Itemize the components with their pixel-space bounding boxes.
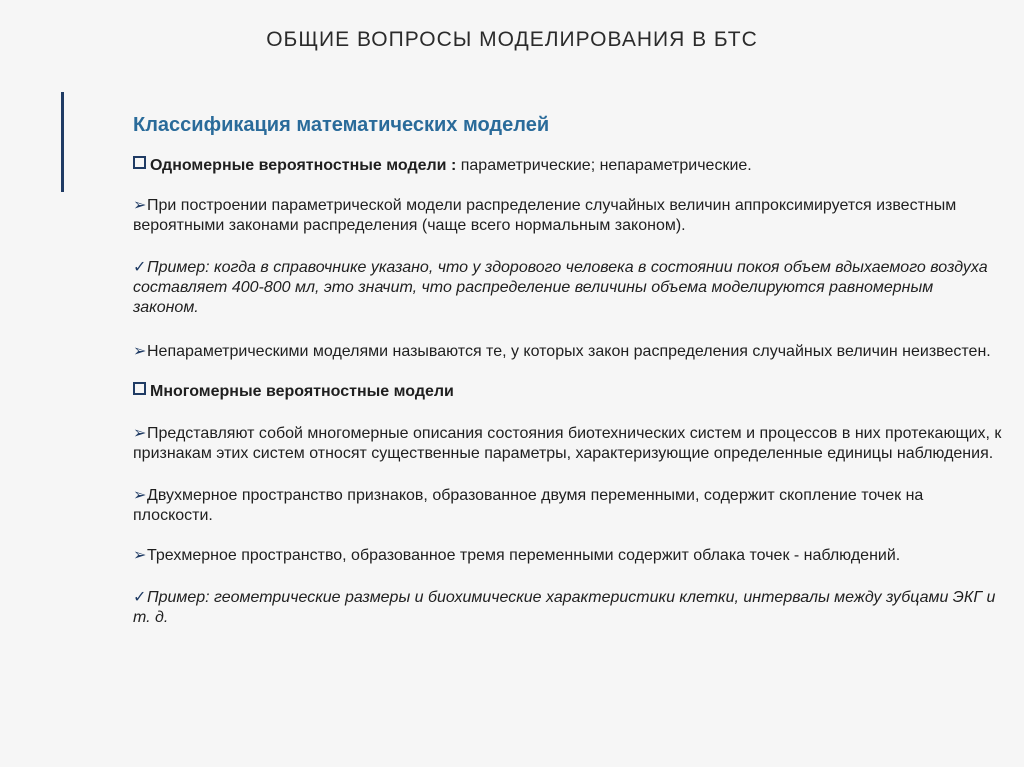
example-1-text: Пример: когда в справочнике указано, что у здорового человека в состоянии покоя объем вдыхаемого воздуха составляет 400-800 мл, это значит, что распределение величины объема моделируются равномерным законом. bbox=[133, 259, 988, 316]
multi-dim-label: Многомерные вероятностные модели bbox=[150, 383, 454, 400]
paragraph-two-dimensional bbox=[133, 486, 1003, 526]
checkbox-icon bbox=[133, 382, 146, 395]
paragraph-one-dimensional-models bbox=[133, 156, 1003, 176]
paragraph-example-2 bbox=[133, 588, 1003, 628]
paragraph-example-1 bbox=[133, 258, 1003, 318]
multi-description-text: Представляют собой многомерные описания состояния биотехнических систем и процессов в них протекающих, к признакам этих систем относят существенные параметры, характеризующие определенные единицы наблюдения. bbox=[133, 425, 1002, 462]
section-heading: Классификация математических моделей bbox=[133, 114, 550, 136]
three-dimensional-text: Трехмерное пространство, образованное тремя переменными содержит облака точек - наблюдений. bbox=[147, 547, 901, 564]
nonparametric-text: Непараметрическими моделями называются те, у которых закон распределения случайных величин неизвестен. bbox=[147, 343, 991, 360]
checkmark-icon: ✓ bbox=[133, 259, 147, 276]
two-dimensional-text: Двухмерное пространство признаков, образованное двумя переменными, содержит скопление точек на плоскости. bbox=[133, 487, 924, 524]
paragraph-three-dimensional bbox=[133, 546, 1003, 566]
accent-bar bbox=[61, 92, 64, 192]
paragraph-multi-description bbox=[133, 424, 1003, 464]
paragraph-nonparametric bbox=[133, 342, 1003, 362]
one-dim-label: Одномерные вероятностные модели : bbox=[150, 157, 457, 174]
arrow-bullet-icon: ➢ bbox=[133, 343, 147, 360]
arrow-bullet-icon: ➢ bbox=[133, 425, 147, 442]
example-2-text: Пример: геометрические размеры и биохимические характеристики клетки, интервалы между зубцами ЭКГ и т. д. bbox=[133, 589, 996, 626]
page-title: ОБЩИЕ ВОПРОСЫ МОДЕЛИРОВАНИЯ В БТС bbox=[266, 28, 758, 51]
parametric-model-text: При построении параметрической модели распределение случайных величин аппроксимируется известным вероятными законами распределения (чаще всего нормальным законом). bbox=[133, 197, 957, 234]
paragraph-parametric-model bbox=[133, 196, 1003, 236]
arrow-bullet-icon: ➢ bbox=[133, 487, 147, 504]
arrow-bullet-icon: ➢ bbox=[133, 197, 147, 214]
paragraph-multi-dimensional-models bbox=[133, 382, 1003, 402]
checkmark-icon: ✓ bbox=[133, 589, 147, 606]
checkbox-icon bbox=[133, 156, 146, 169]
slide-content bbox=[133, 112, 1003, 628]
arrow-bullet-icon: ➢ bbox=[133, 547, 147, 564]
one-dim-text: параметрические; непараметрические. bbox=[456, 157, 752, 174]
